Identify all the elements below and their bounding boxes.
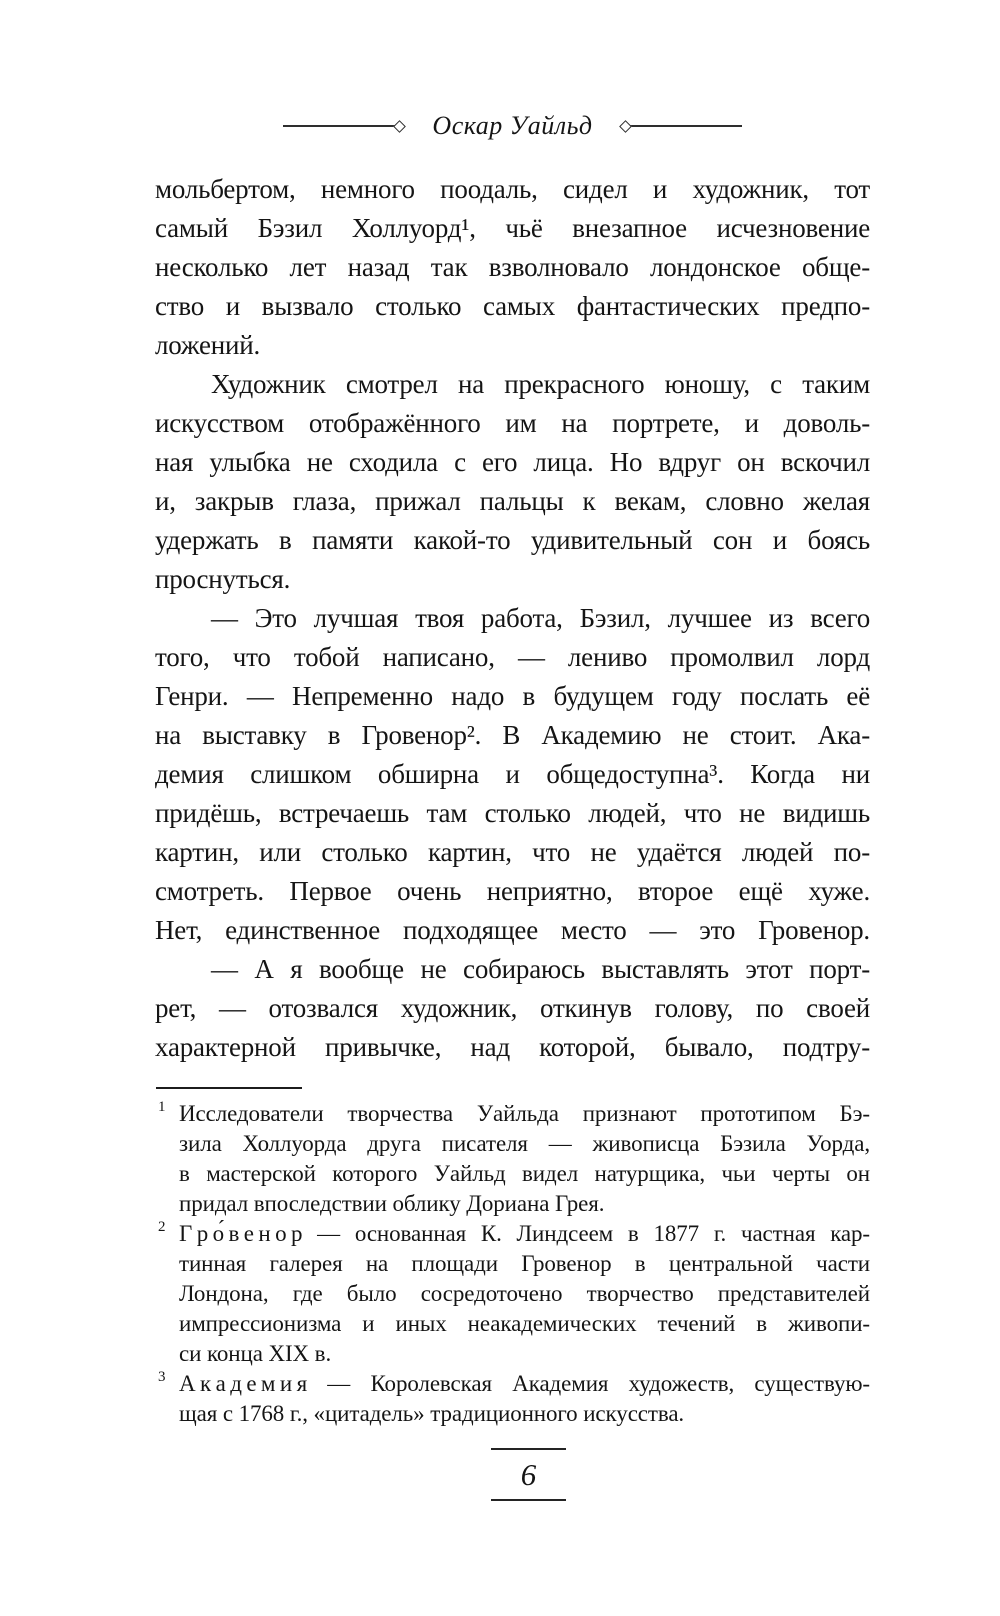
- footnote-line: Исследователи творчества Уайльда признают прототипом Бэ-: [179, 1101, 870, 1126]
- text-line: — Это лучшая твоя работа, Бэзил, лучшее из всего: [211, 603, 870, 633]
- footnote: [155, 1099, 870, 1219]
- text-line: несколько лет назад так взволновало лондонское обще-: [155, 252, 870, 282]
- text-line: того, что тобой написано, — лениво промолвил лорд: [155, 642, 870, 672]
- footnote-line: си конца XIX в.: [179, 1341, 332, 1366]
- text-line: картин, или столько картин, что не удаётся людей по-: [155, 837, 870, 867]
- footnote-line: придал впоследствии облику Дориана Грея.: [179, 1191, 605, 1216]
- footnote-marker: 3: [158, 1369, 166, 1385]
- footnote-line: тинная галерея на площади Гровенор в центральной части: [179, 1251, 870, 1276]
- text-line: мольбертом, немного поодаль, сидел и художник, тот: [155, 174, 870, 204]
- text-line: Художник смотрел на прекрасного юношу, с таким: [211, 369, 870, 399]
- header-rule-right: [630, 125, 742, 127]
- page-number-block: [491, 1448, 566, 1501]
- text-line: ная улыбка не сходила с его лица. Но вдруг он вскочил: [155, 447, 870, 477]
- footnote-line: зила Холлуорда друга писателя — живописца Бэзила Уорда,: [179, 1131, 870, 1156]
- footnote-line: Г р о́ в е н о р — основанная К. Линдсеем в 1877 г. частная кар-: [179, 1221, 870, 1246]
- page-number: 6: [520, 1457, 537, 1492]
- footnote-line: в мастерской которого Уайльд видел натурщика, чьи черты он: [179, 1161, 870, 1186]
- footnote-line: Лондона, где было сосредоточено творчество представителей: [179, 1281, 870, 1306]
- footnote: [155, 1369, 870, 1429]
- footnote-line: щая с 1768 г., «цитадель» традиционного искусства.: [179, 1401, 685, 1426]
- diamond-ornament-left: [394, 120, 407, 133]
- text-line: смотреть. Первое очень неприятно, второе ещё хуже.: [155, 876, 870, 906]
- text-line: рет, — отозвался художник, откинув голову, по своей: [155, 993, 870, 1023]
- footnote-line: А к а д е м и я — Королевская Академия художеств, существую-: [179, 1371, 870, 1396]
- author-name: Оскар Уайльд: [432, 111, 593, 140]
- text-line: искусством отображённого им на портрете, и доволь-: [155, 408, 870, 438]
- body-text: [155, 170, 870, 1067]
- text-line: проснуться.: [155, 564, 291, 594]
- paragraph: [155, 365, 870, 599]
- footnotes-section: [155, 1099, 870, 1429]
- text-line: ложений.: [155, 330, 261, 360]
- text-line: удержать в памяти какой-то удивительный сон и боясь: [155, 525, 870, 555]
- footnote: [155, 1219, 870, 1369]
- paragraph: [155, 599, 870, 950]
- running-head: [155, 108, 870, 144]
- text-line: — А я вообще не собираюсь выставлять этот порт-: [211, 954, 870, 984]
- text-line: ство и вызвало столько самых фантастических предпо-: [155, 291, 870, 321]
- text-line: на выставку в Гровенор². В Академию не стоит. Ака-: [155, 720, 870, 750]
- footnote-marker: 2: [158, 1219, 166, 1235]
- footnote-separator: [156, 1087, 302, 1089]
- text-line: Генри. — Непременно надо в будущем году послать её: [155, 681, 870, 711]
- text-line: Нет, единственное подходящее место — это Гровенор.: [155, 915, 870, 945]
- paragraph: [155, 950, 870, 1067]
- text-line: характерной привычке, над которой, бывало, подтру-: [155, 1032, 870, 1062]
- header-rule-left: [283, 125, 395, 127]
- diamond-ornament-right: [619, 120, 632, 133]
- footnote-line: импрессионизма и иных неакадемических течений в живопи-: [179, 1311, 870, 1336]
- text-line: демия слишком обширна и общедоступна³. Когда ни: [155, 759, 870, 789]
- text-line: придёшь, встречаешь там столько людей, что не видишь: [155, 798, 870, 828]
- text-line: и, закрыв глаза, прижал пальцы к векам, словно желая: [155, 486, 870, 516]
- footnote-marker: 1: [158, 1099, 166, 1115]
- footer-rule-bottom: [491, 1499, 566, 1501]
- paragraph: [155, 170, 870, 365]
- text-line: самый Бэзил Холлуорд¹, чьё внезапное исчезновение: [155, 213, 870, 243]
